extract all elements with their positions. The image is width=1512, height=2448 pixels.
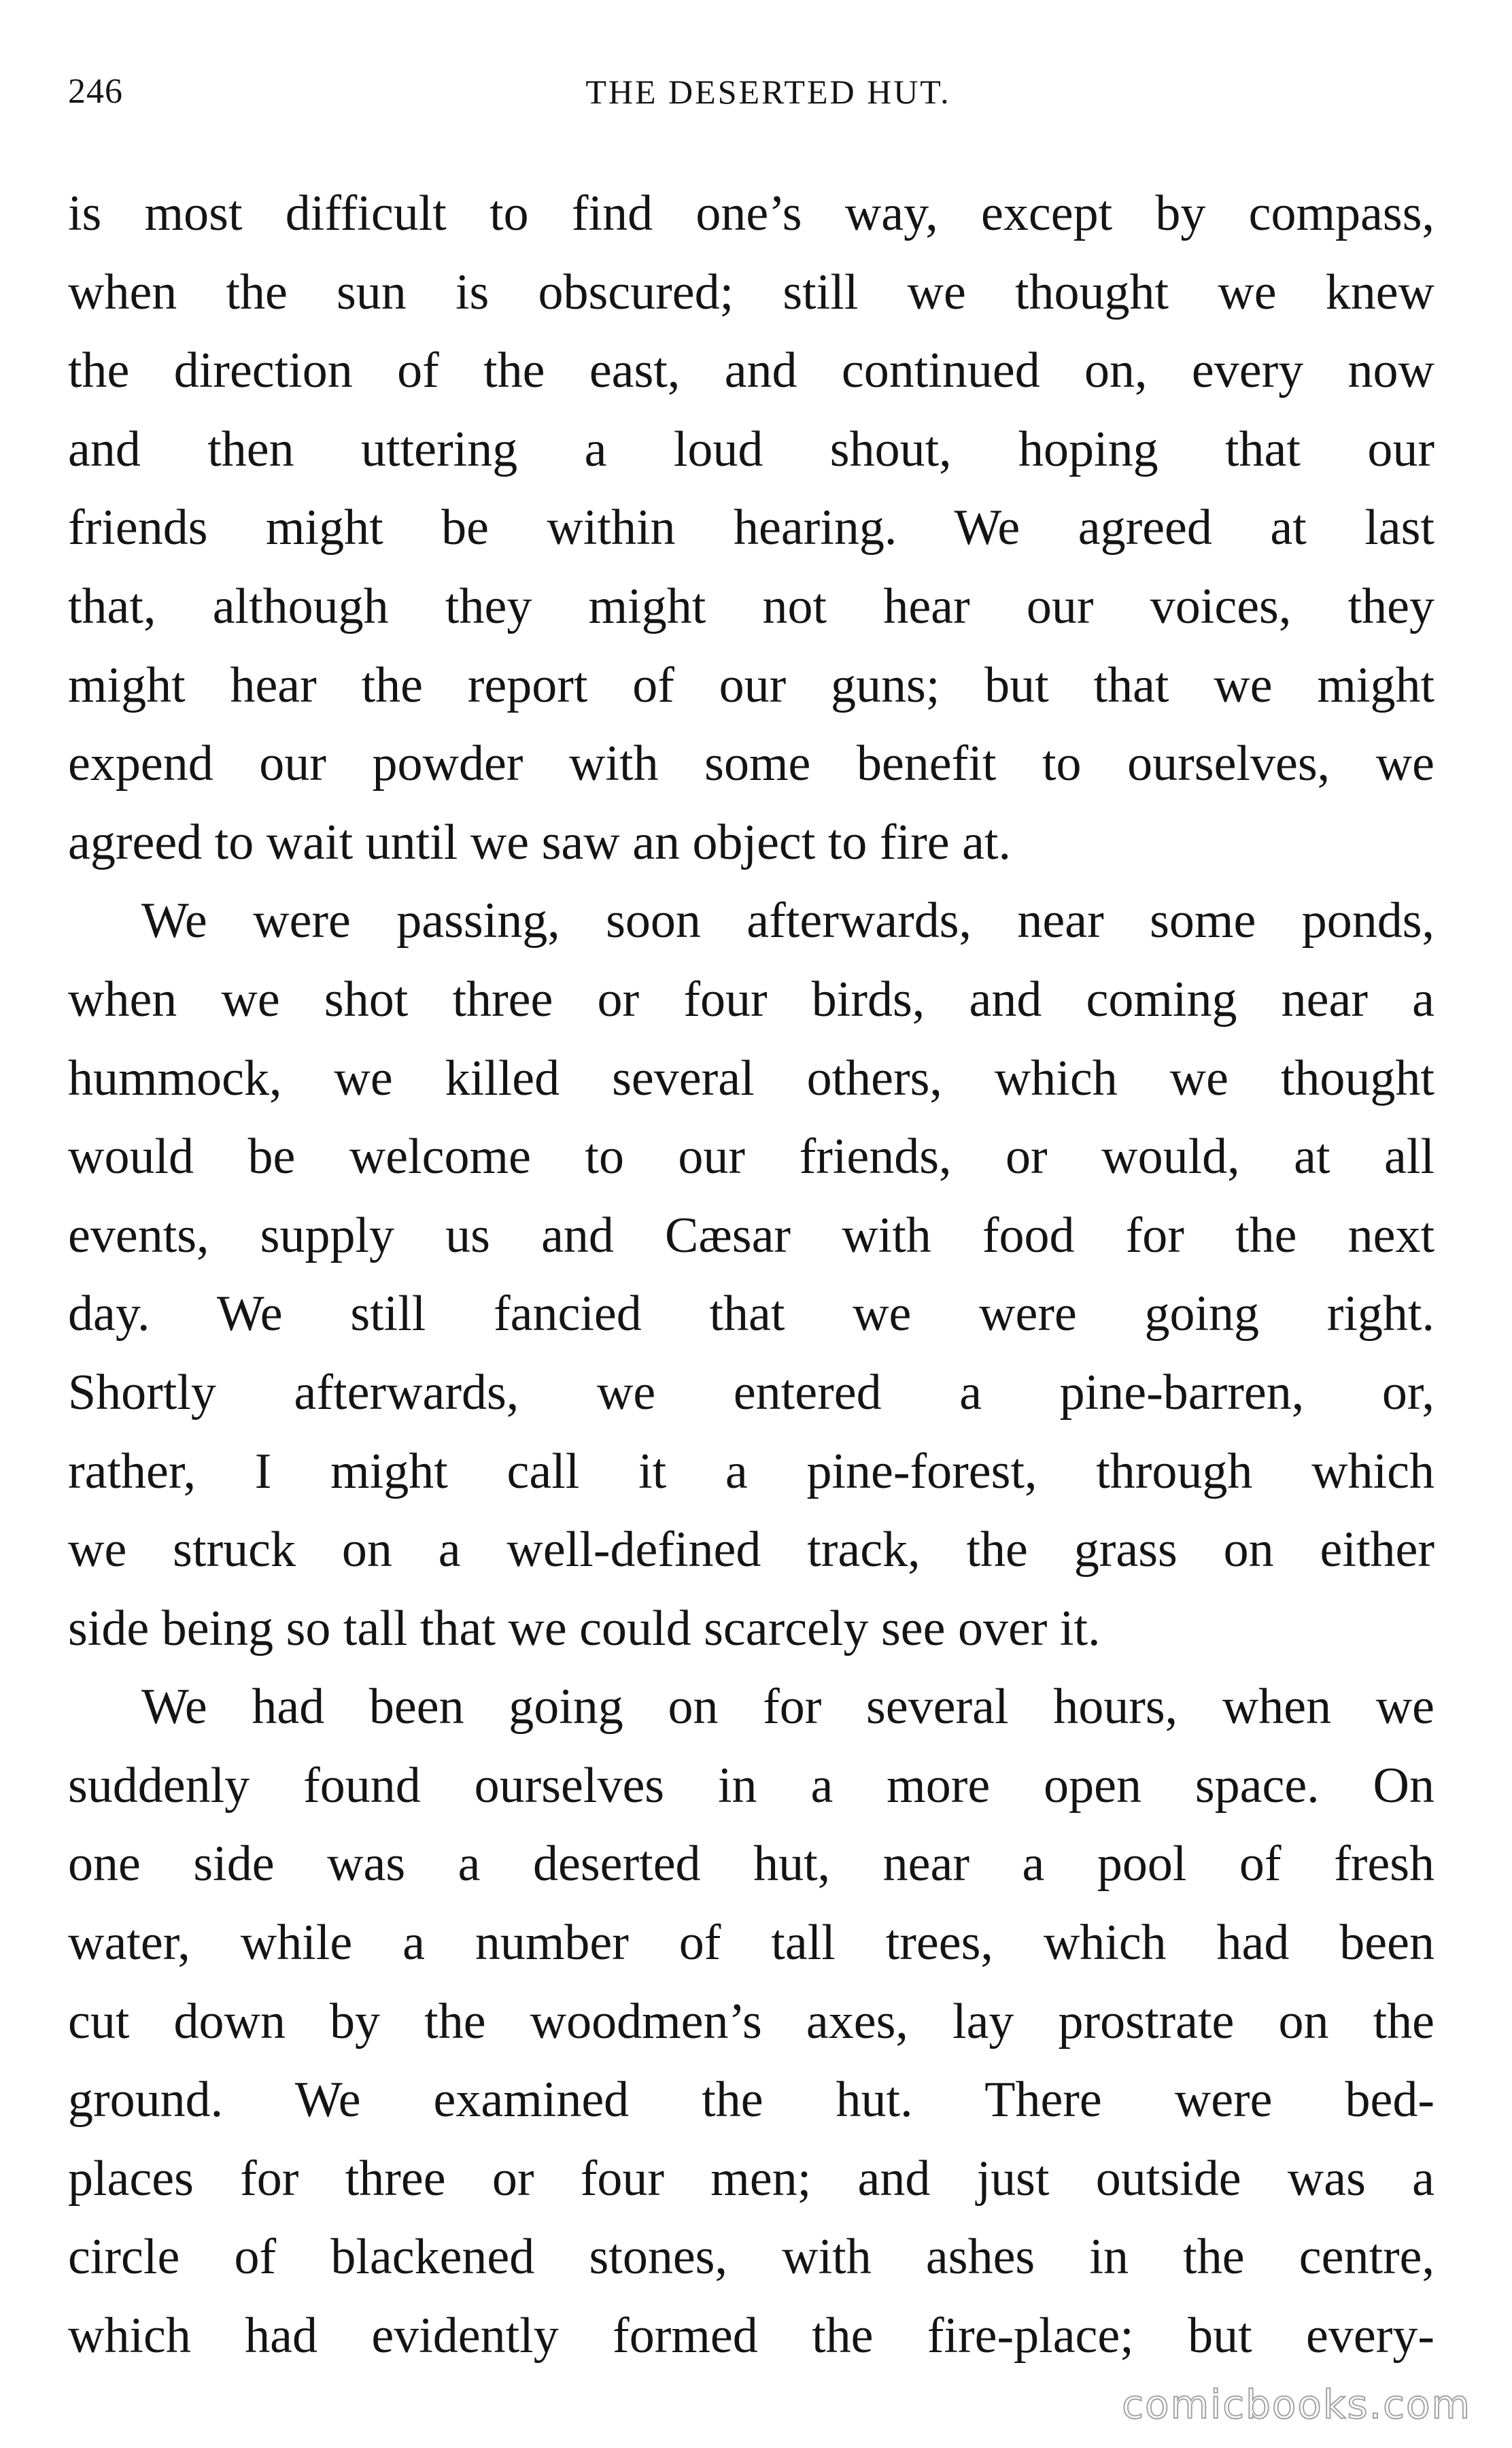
body-text bbox=[68, 175, 1434, 2376]
text-line: is most difficult to find one’s way, except by compass, bbox=[68, 186, 1434, 241]
text-line: that, although they might not hear our voices, they bbox=[68, 578, 1434, 634]
paragraph bbox=[68, 1668, 1434, 2375]
paragraph bbox=[68, 175, 1434, 882]
page-header bbox=[68, 65, 1441, 119]
text-line: might hear the report of our guns; but that we might bbox=[68, 657, 1434, 713]
text-line: water, while a number of tall trees, which had been bbox=[68, 1915, 1434, 1971]
text-line: suddenly found ourselves in a more open space. On bbox=[68, 1757, 1434, 1814]
watermark: comicbooks.com bbox=[1122, 2381, 1471, 2428]
text-line: cut down by the woodmen’s axes, lay prostrate on the bbox=[68, 1993, 1434, 2050]
text-line: day. We still fancied that we were going right. bbox=[68, 1286, 1434, 1342]
text-line: one side was a deserted hut, near a pool of fresh bbox=[68, 1836, 1434, 1892]
text-line: which had evidently formed the fire-place; but every- bbox=[68, 2308, 1434, 2364]
text-line: hummock, we killed several others, which we thought bbox=[68, 1050, 1434, 1106]
text-line: ground. We examined the hut. There were bed- bbox=[68, 2072, 1434, 2128]
text-line: we struck on a well-defined track, the grass on either bbox=[68, 1522, 1434, 1578]
text-line: when we shot three or four birds, and coming near a bbox=[68, 971, 1434, 1027]
paragraph bbox=[68, 882, 1434, 1668]
text-line: would be welcome to our friends, or would, at all bbox=[68, 1129, 1434, 1185]
text-line: the direction of the east, and continued on, every now bbox=[68, 343, 1434, 399]
text-line: We had been going on for several hours, when we bbox=[141, 1679, 1434, 1735]
text-line: rather, I might call it a pine-forest, through which bbox=[68, 1443, 1434, 1499]
text-line: when the sun is obscured; still we thought we knew bbox=[68, 264, 1434, 320]
text-line: We were passing, soon afterwards, near some ponds, bbox=[141, 893, 1434, 949]
text-line: events, supply us and Cæsar with food for the next bbox=[68, 1207, 1434, 1263]
text-line: places for three or four men; and just outside was a bbox=[68, 2150, 1434, 2207]
text-line: expend our powder with some benefit to ourselves, we bbox=[68, 736, 1434, 792]
running-title: THE DESERTED HUT. bbox=[585, 73, 951, 111]
text-line: side being so tall that we could scarcely see over it. bbox=[68, 1600, 1101, 1656]
page-number: 246 bbox=[68, 72, 123, 111]
text-line: and then uttering a loud shout, hoping that our bbox=[68, 421, 1434, 477]
text-line: circle of blackened stones, with ashes in the centre, bbox=[68, 2229, 1434, 2285]
text-line: agreed to wait until we saw an object to fire at. bbox=[68, 814, 1011, 870]
text-line: Shortly afterwards, we entered a pine-barren, or, bbox=[68, 1364, 1434, 1421]
text-line: friends might be within hearing. We agreed at last bbox=[68, 500, 1434, 556]
